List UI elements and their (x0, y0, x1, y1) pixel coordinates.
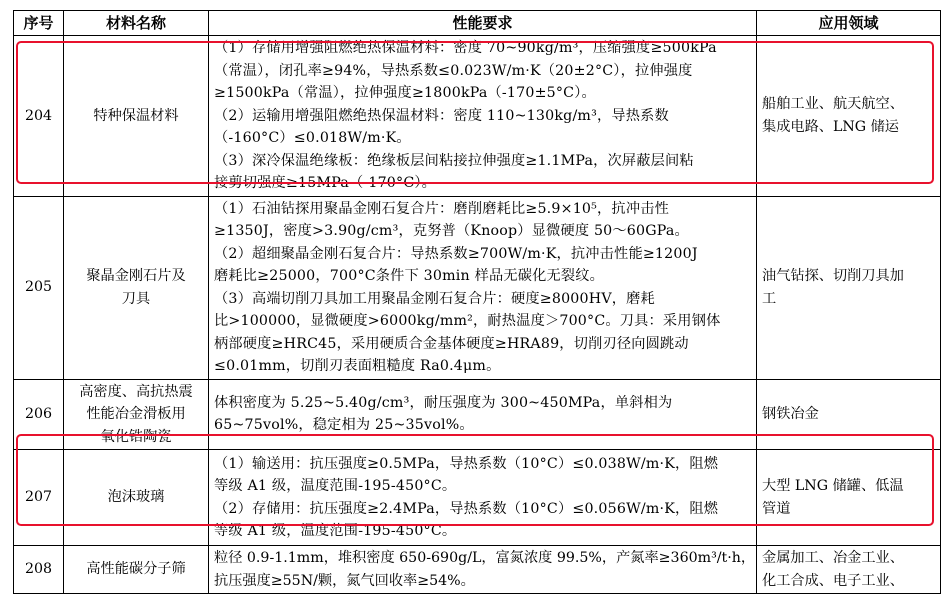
row-field: 金属加工、冶金工业、 化工合成、电子工业、 (757, 546, 941, 594)
row-field: 钢铁冶金 (757, 379, 941, 450)
header-field: 应用领域 (757, 11, 941, 36)
table-row (14, 450, 941, 546)
table-header-row (14, 11, 941, 36)
row-requirements: 粒径 0.9-1.1mm，堆积密度 650-690g/L，富氮浓度 99.5%，产氮率≥360m³/t·h， 抗压强度≥55N/颗，氮气回收率≥54%。 (209, 546, 757, 594)
row-requirements: （1）输送用：抗压强度≥0.5MPa，导热系数（10°C）≤0.038W/m·K，阻燃 等级 A1 级，温度范围-195-450°C。 （2）存储用：抗压强度≥2.4MPa，导热系数（10°C）≤0.056W/m·K，阻燃 等级 A1 级，温度范围-195-450°C。 (209, 450, 757, 546)
row-no: 205 (14, 196, 64, 379)
row-no: 207 (14, 450, 64, 546)
table-row (14, 196, 941, 379)
row-no: 208 (14, 546, 64, 594)
header-requirements: 性能要求 (209, 11, 757, 36)
header-name: 材料名称 (64, 11, 209, 36)
row-field: 船舶工业、航天航空、 集成电路、LNG 储运 (757, 36, 941, 197)
row-requirements: 体积密度为 5.25~5.40g/cm³，耐压强度为 300~450MPa，单斜相为 65~75vol%，稳定相为 25~35vol%。 (209, 379, 757, 450)
header-no: 序号 (14, 11, 64, 36)
row-requirements: （1）石油钻探用聚晶金刚石复合片：磨削磨耗比≥5.9×10⁵，抗冲击性 ≥1350J，密度>3.90g/cm³，克努普（Knoop）显微硬度 50～60GPa。 （2）超细聚晶金刚石复合片：导热系数≥700W/m·K，抗冲击性能≥1200J 磨耗比≥25000，700°C条件下 30min 样品无碳化无裂纹。 （3）高端切削刀具加工用聚晶金刚石复合片：硬度≥8000HV，磨耗 比>100000，显微硬度>6000kg/mm²，耐热温度＞700°C。刀具：采用钢体 柄部硬度≥HRC45，采用硬质合金基体硬度≥HRA89，切削刃径向圆跳动 ≤0.01mm，切削刃表面粗糙度 Ra0.4μm。 (209, 196, 757, 379)
row-name: 特种保温材料 (64, 36, 209, 197)
row-requirements: （1）存储用增强阻燃绝热保温材料：密度 70~90kg/m³，压缩强度≥500kPa （常温），闭孔率≥94%，导热系数≤0.023W/m·K（20±2°C），拉伸强度 ≥1500kPa（常温），拉伸强度≥1800kPa（-170±5°C）。 （2）运输用增强阻燃绝热保温材料：密度 110~130kg/m³，导热系数 （-160°C）≤0.018W/m·K。 （3）深冷保温绝缘板：绝缘板层间粘接拉伸强度≥1.1MPa，次屏蔽层间粘 接剪切强度≥15MPa（-170°C）。 (209, 36, 757, 197)
row-no: 206 (14, 379, 64, 450)
table-row (14, 36, 941, 197)
row-name: 高密度、高抗热震 性能冶金滑板用 氧化锆陶瓷 (64, 379, 209, 450)
row-field: 油气钻探、切削刀具加 工 (757, 196, 941, 379)
row-name: 泡沫玻璃 (64, 450, 209, 546)
row-no: 204 (14, 36, 64, 197)
table-row (14, 546, 941, 594)
row-name: 高性能碳分子筛 (64, 546, 209, 594)
row-field: 大型 LNG 储罐、低温 管道 (757, 450, 941, 546)
materials-table (13, 10, 941, 594)
row-name: 聚晶金刚石片及 刀具 (64, 196, 209, 379)
table-row (14, 379, 941, 450)
